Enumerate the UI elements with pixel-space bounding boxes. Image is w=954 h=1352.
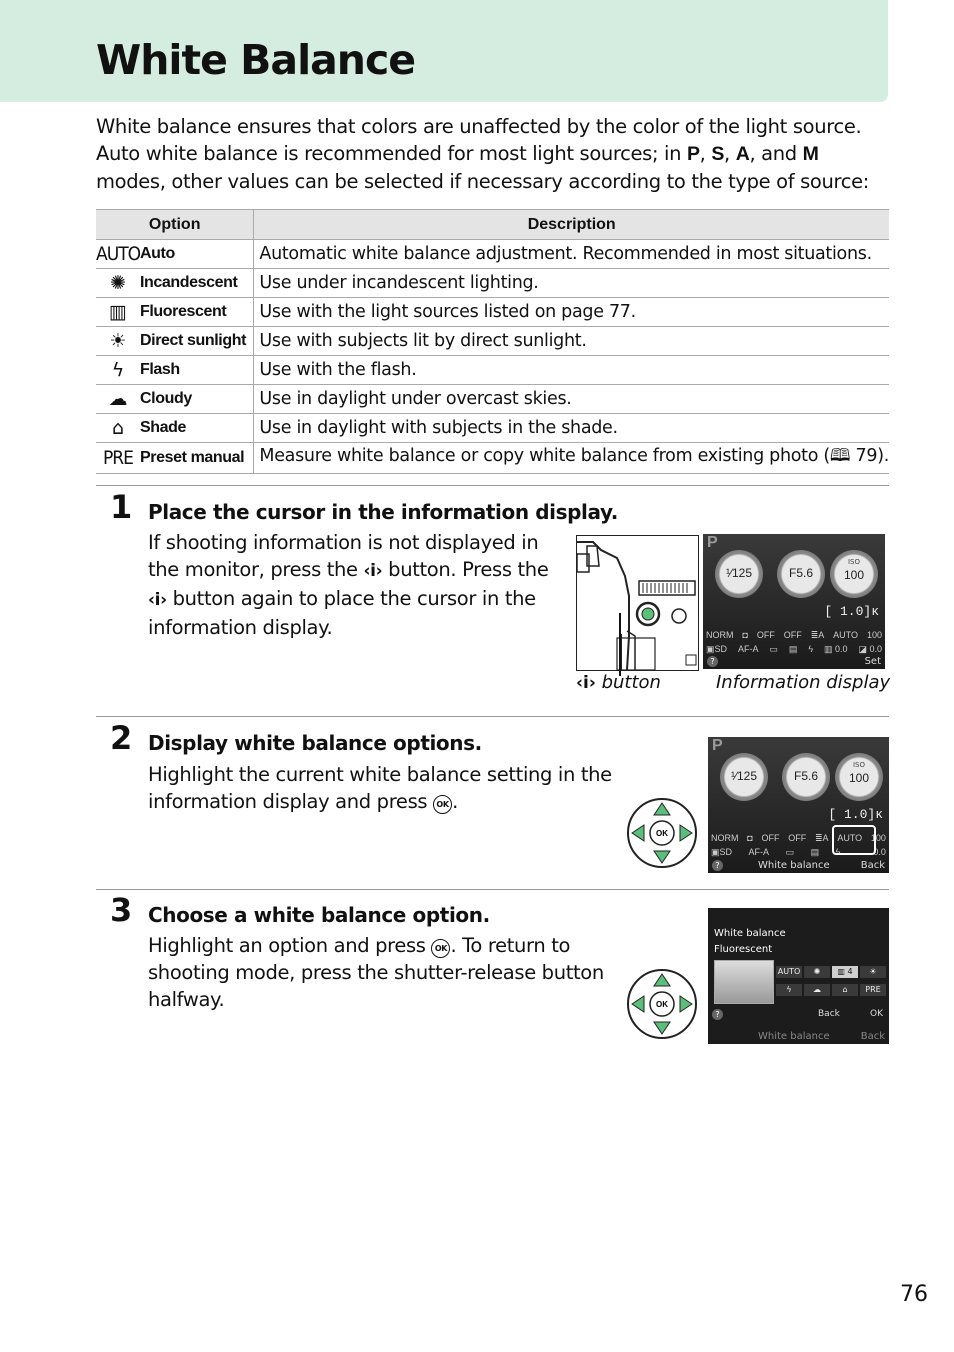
iso-label: ISO [852,761,866,769]
step-number: 3 [110,891,133,929]
step-text-part: . To return to shooting mode, press the shutter-release button halfway. [148,934,604,1011]
mode-a: A [735,143,750,165]
option-label: Incandescent [140,274,238,291]
shooting-mode: P [712,737,723,754]
aperture-dial-value: F5.6 [793,769,818,783]
svg-text:OK: OK [656,829,668,838]
info-setting: ϟ [808,644,814,654]
option-label: Cloudy [140,390,192,407]
camera-icon [577,536,698,670]
aperture-dial [782,753,830,801]
table-row [96,240,889,269]
info-row [705,644,883,655]
option-label: Auto [140,245,175,262]
ok-button-icon: OK [431,939,450,958]
preview-thumbnail [714,960,774,1004]
table-row [96,414,889,443]
intro-sep: , [699,142,712,165]
step-text [148,761,618,815]
shade-icon: ⌂ [111,417,125,439]
cloud-icon: ☁ [108,388,128,410]
flash-icon: ϟ [111,359,125,381]
ok-button-icon: OK [433,795,452,814]
option-cell [96,414,254,443]
auto-icon: AUTO [96,243,141,265]
step-title: Place the cursor in the information display. [148,500,618,524]
help-icon: ? [712,1009,723,1020]
callout-line [619,613,621,676]
intro-text: White balance ensures that colors are unaffected by the color of the light source. Auto white balance is recommended for most light sources; in [96,115,862,165]
multi-selector-icon [626,797,698,869]
step-number: 1 [110,488,133,526]
info-setting: ▣SD [706,644,728,654]
multi-selector-icon [626,968,698,1040]
sun-icon: ☀ [109,330,127,352]
info-setting: ≣A [810,630,825,640]
help-icon: ? [712,860,723,871]
mode-s: S [711,143,725,165]
info-setting: ▤ [788,644,798,654]
information-display-screen [703,534,885,669]
back-label: Back [818,1009,840,1019]
svg-text:OK: OK [656,1000,668,1009]
info-setting: AF-A [737,644,759,654]
table-header-row [96,210,889,240]
iso-dial [830,550,878,598]
intro-sep: , [724,142,736,165]
wb-option-row [776,966,888,978]
step-title: Display white balance options. [148,731,482,755]
wb-option: AUTO [777,967,801,976]
shutter-speed-dial-value: ¹⁄125 [725,566,753,580]
description-cell: Measure white balance or copy white balance from existing photo (🕮 79). [254,443,889,474]
fluorescent-icon: ▥ [109,301,127,323]
divider [96,716,889,717]
description-cell: Use with the flash. [254,356,889,385]
description-cell: Use with subjects lit by direct sunlight. [254,327,889,356]
info-setting: OFF [788,833,807,843]
shooting-mode: P [707,534,718,551]
intro-text: modes, other values can be selected if necessary according to the type of source: [96,170,869,193]
info-setting: ▭ [769,644,778,654]
table-row [96,298,889,327]
info-setting: AF-A [748,847,770,857]
shutter-speed-dial [715,550,763,598]
white-balance-table [96,209,889,474]
page-number: 76 [900,1282,928,1307]
step-number: 2 [110,719,133,757]
description-cell: Use in daylight with subjects in the shade. [254,414,889,443]
option-cell [96,443,254,474]
ok-label: OK [870,1009,883,1019]
multi-selector-svg [626,968,698,1040]
step-text [148,529,558,641]
info-setting: 100 [870,833,886,843]
option-cell [96,240,254,269]
divider [96,889,889,890]
option-cell [96,298,254,327]
table-row [96,327,889,356]
info-setting: ▤ [810,847,820,857]
table-body [96,240,889,474]
info-setting: ▥ 0.0 [824,644,848,654]
info-setting: ϟ [835,847,841,857]
info-row [705,630,883,641]
option-label: Direct sunlight [140,332,247,349]
step-text-part: button again to place the cursor in the information display. [148,587,536,639]
shutter-speed-dial [720,753,768,801]
option-label: Flash [140,361,180,378]
info-setting: OFF [756,630,775,640]
set-label: Set [864,656,881,667]
description-header: Description [254,210,889,240]
footer-label: White balance [758,860,830,871]
aperture-dial-value: F5.6 [788,566,813,580]
info-setting: ◪ 0.0 [858,644,882,654]
mode-m: M [802,143,819,165]
step-text-part: Highlight an option and press [148,934,432,957]
option-label: Preset manual [140,449,245,466]
table-row [96,385,889,414]
info-setting: 100 [866,630,882,640]
info-setting: 0.0 [873,847,886,857]
display-caption: Information display [716,672,891,693]
intro-paragraph [96,113,886,195]
selection-highlight [832,825,876,855]
white-balance-menu-screen [708,908,889,1044]
divider [96,485,889,486]
info-setting: ▣SD [711,847,733,857]
multi-selector-svg [626,797,698,869]
wb-option: ☀ [860,966,886,978]
info-button-icon: ‹i› [576,673,596,693]
menu-subtitle: Fluorescent [714,944,773,955]
shutter-speed-dial-value: ¹⁄125 [730,769,758,783]
description-cell: Use under incandescent lighting. [254,269,889,298]
info-setting: ▭ [785,847,795,857]
step-text-part: Highlight the current white balance setting in the information display and press [148,763,612,813]
back-label: Back [860,1031,885,1042]
info-setting: ≣A [815,833,829,843]
pre-icon: PRE [103,447,133,469]
info-button-icon: ‹i› [363,561,383,581]
info-setting: OFF [761,833,780,843]
info-setting: ◘ [747,833,753,843]
info-button-icon: ‹i› [148,590,167,610]
aperture-dial [777,550,825,598]
exposure-value: [ 1.0]ᴋ [828,807,883,822]
option-header: Option [96,210,254,240]
wb-option: ⌂ [832,984,858,996]
description-cell: Automatic white balance adjustment. Recommended in most situations. [254,240,889,269]
camera-back-illustration [576,535,699,671]
exposure-value: [ 1.0]ᴋ [824,604,879,619]
wb-option: ϟ [776,984,802,996]
iso-label: ISO [847,558,861,566]
white-balance-info-screen [708,737,889,873]
table-row [96,356,889,385]
info-setting: ◘ [742,630,748,640]
step-text-part: If shooting information is not displayed in the monitor, press the [148,531,539,581]
intro-sep: , and [749,142,803,165]
wb-option: ☁ [804,984,830,996]
back-label: Back [860,860,885,871]
wb-option-row [776,984,888,996]
option-label: Fluorescent [140,303,227,320]
incandescent-icon: ✺ [110,272,126,294]
step-text-part: . [452,790,458,813]
mode-p: P [687,143,700,165]
info-setting: OFF [783,630,802,640]
info-setting: AUTO [837,833,863,843]
table-row [96,443,889,474]
option-cell [96,385,254,414]
info-setting: AUTO [833,630,859,640]
info-setting: NORM [706,630,734,640]
option-cell [96,269,254,298]
iso-dial-value: 100 [843,568,865,582]
step-text-part: button. Press the [382,558,549,581]
wb-option: ✺ [804,966,830,978]
iso-dial [835,753,883,801]
option-label: Shade [140,419,187,436]
wb-option: ▥ 4 [832,966,858,978]
page-title: White Balance [96,36,416,84]
iso-dial-value: 100 [848,771,870,785]
description-cell: Use in daylight under overcast skies. [254,385,889,414]
caption-text: button [601,672,661,693]
help-icon: ? [707,656,718,667]
wb-option: PRE [860,984,886,996]
info-setting: NORM [711,833,739,843]
footer-label: White balance [758,1031,830,1042]
table-row [96,269,889,298]
option-cell [96,356,254,385]
description-cell: Use with the light sources listed on page 77. [254,298,889,327]
button-caption [576,672,661,693]
step-text [148,932,618,1013]
menu-title: White balance [714,928,786,939]
step-title: Choose a white balance option. [148,903,490,927]
option-cell [96,327,254,356]
